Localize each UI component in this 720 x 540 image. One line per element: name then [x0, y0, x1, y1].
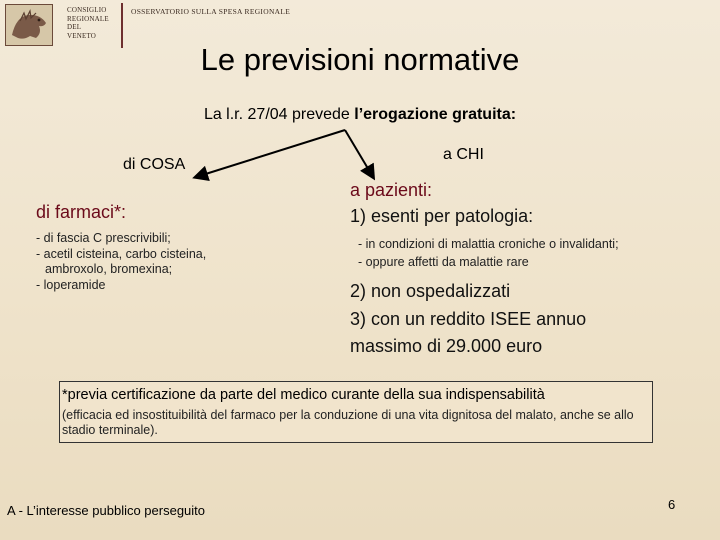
patients-other-items: [350, 278, 586, 361]
council-name-line: CONSIGLIO: [67, 6, 107, 14]
drugs-list: [36, 231, 251, 293]
list-item: 2) non ospedalizzati: [350, 281, 511, 301]
section-footer: A - L’interesse pubblico perseguito: [7, 503, 206, 518]
subtitle-bold: l’erogazione gratuita:: [354, 106, 517, 123]
list-item: 3) con un reddito ISEE annuo: [350, 308, 587, 329]
list-item: - oppure affetti da malattie rare: [358, 255, 529, 269]
what-label: di COSA: [123, 156, 186, 173]
list-item: massimo di 29.000 euro: [350, 336, 543, 356]
patients-heading: a pazienti:: [350, 180, 433, 200]
subtitle-plain: La l.r. 27/04 prevede: [203, 106, 355, 123]
page-number: 6: [668, 497, 676, 512]
drugs-heading-mark: *:: [114, 202, 127, 222]
council-name-line: DEL: [67, 23, 82, 31]
footnote-main: *previa certificazione da parte del medico curante della sua indispensabilità: [62, 387, 545, 403]
arrow-to-whom: [345, 130, 373, 177]
arrow-to-what: [196, 130, 345, 177]
council-name-line: VENETO: [67, 31, 97, 40]
whom-label: a CHI: [443, 146, 484, 163]
slide-title: Le previsioni normative: [200, 42, 520, 77]
patients-item-1: 1) esenti per patologia:: [350, 206, 534, 226]
council-name-line: REGIONALE: [67, 14, 109, 23]
observatory-name: OSSERVATORIO SULLA SPESA REGIONALE: [131, 7, 291, 16]
footnote-detail: (efficacia ed insostituibilità del farmaco per la conduzione di una vita dignitosa del malato, anche se allo stadio terminale).: [62, 408, 634, 437]
list-item: - acetil cisteina, carbo cisteina,: [36, 246, 207, 261]
list-item: - loperamide: [36, 277, 106, 292]
patients-sub-list: [358, 235, 619, 271]
list-item: - in condizioni di malattia croniche o invalidanti;: [358, 237, 619, 251]
list-item: - di fascia C prescrivibili;: [36, 231, 171, 245]
drugs-heading: [36, 202, 126, 223]
list-item: ambroxolo, bromexina;: [45, 262, 173, 276]
drugs-heading-text: di farmaci: [36, 202, 115, 222]
